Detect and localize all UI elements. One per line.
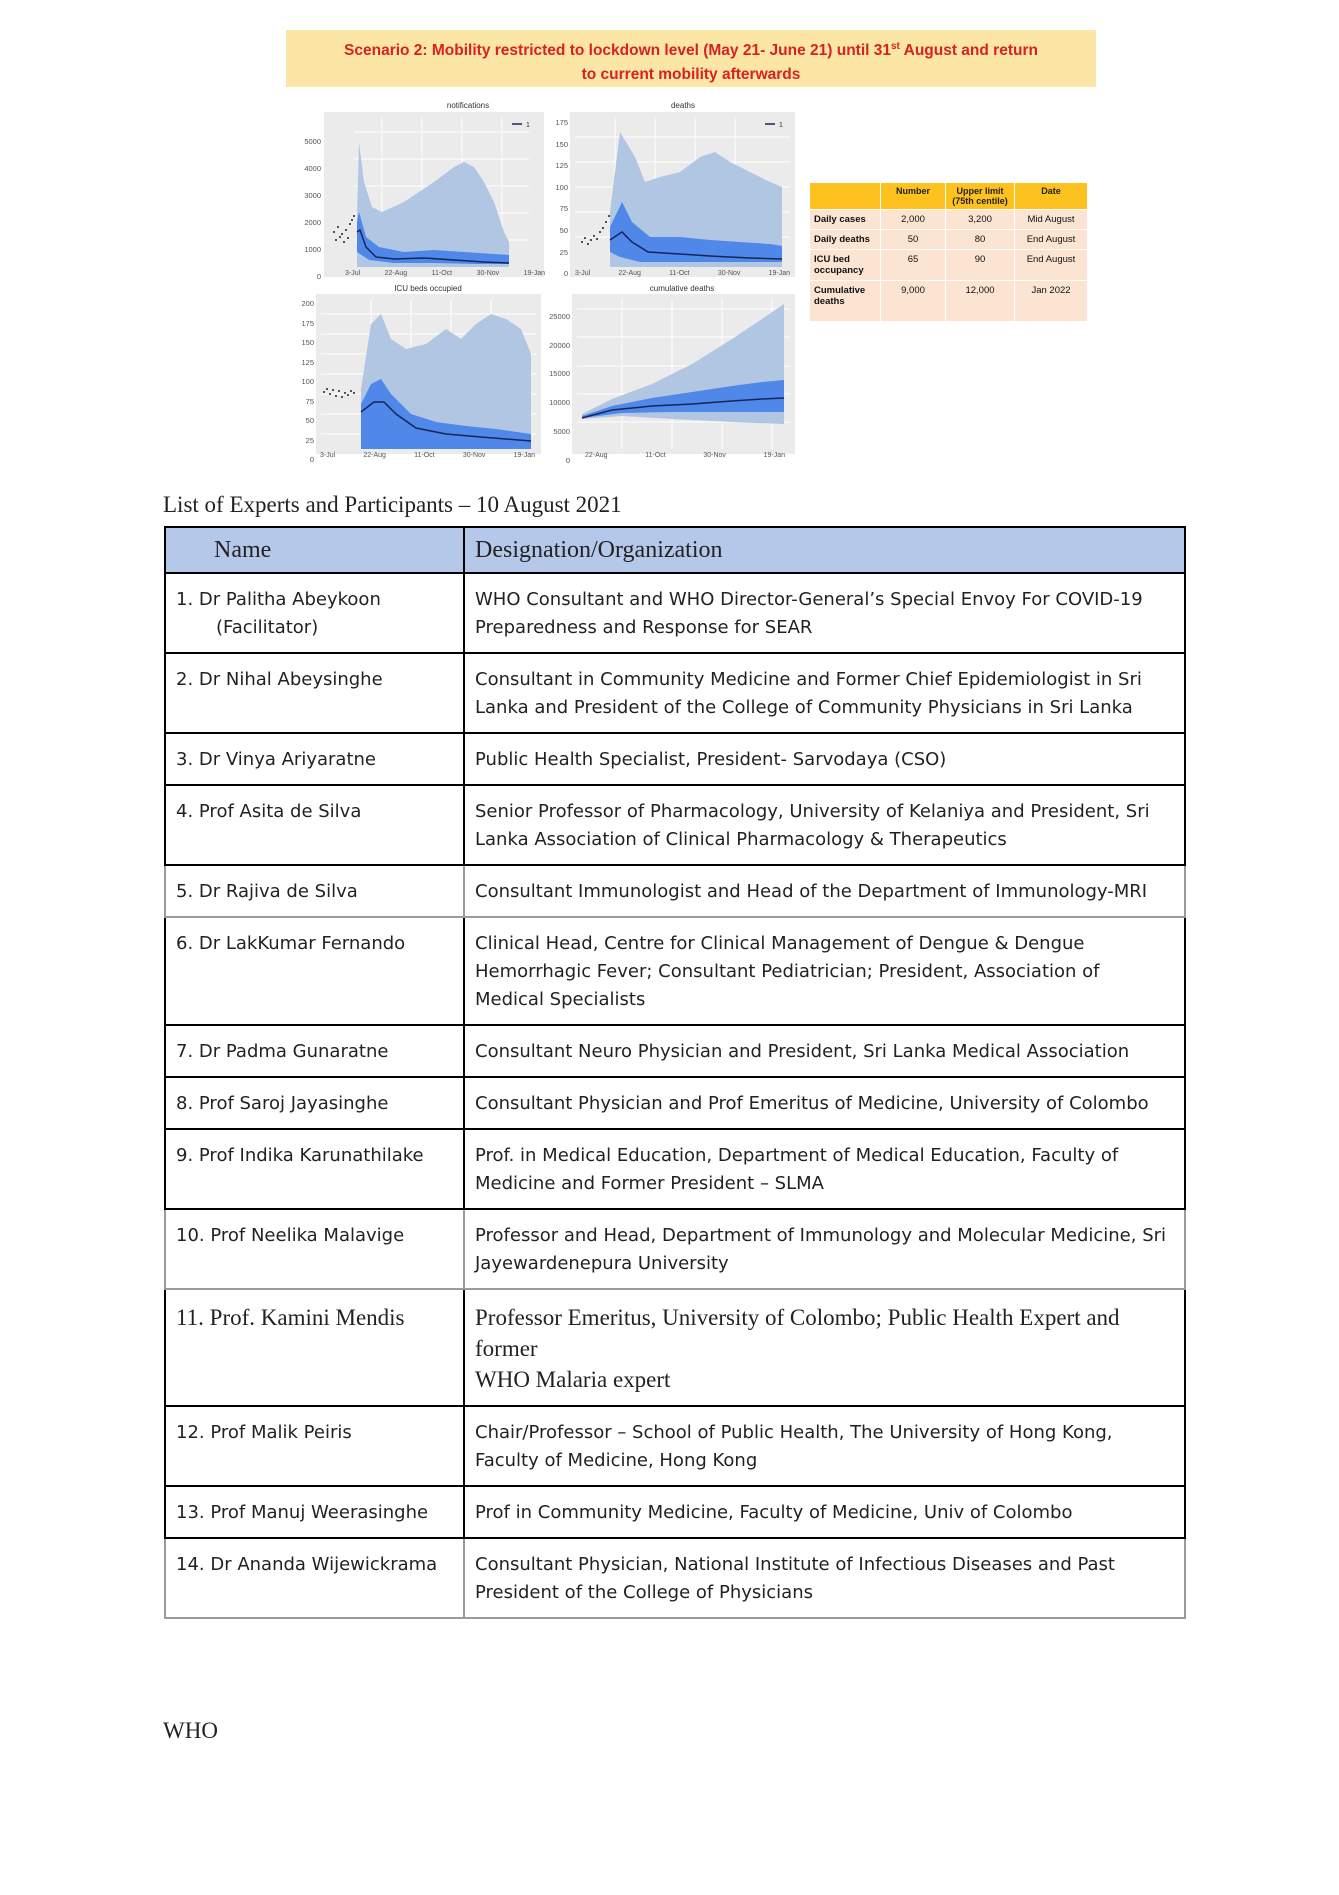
projection-summary-table <box>810 183 1088 321</box>
summary-header-cell: Upper limit (75th centile) <box>946 183 1015 210</box>
expert-name: 9. Prof Indika Karunathilake <box>165 1129 464 1209</box>
notifications-chart-title: notifications <box>446 101 490 110</box>
expert-name: 7. Dr Padma Gunaratne <box>165 1025 464 1077</box>
table-row <box>165 1129 1185 1209</box>
expert-designation: Prof in Community Medicine, Faculty of Medicine, Univ of Colombo <box>464 1486 1185 1538</box>
expert-designation: Consultant Immunologist and Head of the Department of Immunology-MRI <box>464 865 1185 917</box>
summary-cell: Daily deaths <box>810 230 881 250</box>
summary-header-cell <box>810 183 881 210</box>
table-row <box>165 573 1185 653</box>
cumulative-y-ticks: 25000 20000 15000 10000 5000 0 <box>549 312 570 465</box>
summary-header-row <box>810 183 1088 210</box>
header-name: Name <box>165 527 464 573</box>
summary-cell: End August <box>1015 230 1088 250</box>
expert-designation: Senior Professor of Pharmacology, University of Kelaniya and President, Sri Lanka Association of Clinical Pharmacology & Therapeutics <box>464 785 1185 865</box>
list-heading: List of Experts and Participants – 10 August 2021 <box>163 492 622 517</box>
summary-cell: 50 <box>881 230 946 250</box>
summary-cell: 65 <box>881 250 946 281</box>
expert-name: 8. Prof Saroj Jayasinghe <box>165 1077 464 1129</box>
deaths-x-ticks: 3-Jul 22-Aug 11-Oct 30-Nov 19-Jan <box>575 270 790 277</box>
deaths-y-ticks: 175 150 125 100 75 50 25 0 <box>555 118 568 279</box>
expert-designation: Professor and Head, Department of Immunology and Molecular Medicine, Sri Jayewardenepura University <box>464 1209 1185 1289</box>
expert-designation: Chair/Professor – School of Public Health, The University of Hong Kong, Faculty of Medicine, Hong Kong <box>464 1406 1185 1486</box>
summary-cell: 2,000 <box>881 210 946 230</box>
header-designation: Designation/Organization <box>464 527 1185 573</box>
summary-row <box>810 230 1088 250</box>
icu-chart-title: ICU beds occupied <box>394 284 462 293</box>
table-row <box>165 865 1185 917</box>
expert-name: 1. Dr Palitha Abeykoon (Facilitator) <box>165 573 464 653</box>
deaths-chart-title: deaths <box>670 101 696 110</box>
summary-cell: 12,000 <box>946 281 1015 322</box>
table-row <box>165 1077 1185 1129</box>
expert-designation: Consultant Neuro Physician and President, Sri Lanka Medical Association <box>464 1025 1185 1077</box>
summary-cell: Daily cases <box>810 210 881 230</box>
expert-name: 4. Prof Asita de Silva <box>165 785 464 865</box>
banner-line-2: to current mobility afterwards <box>581 66 801 84</box>
expert-name: 14. Dr Ananda Wijewickrama <box>165 1538 464 1618</box>
experts-table <box>164 526 1186 1619</box>
experts-header-row <box>165 527 1185 573</box>
table-row <box>165 733 1185 785</box>
expert-name: 6. Dr LakKumar Fernando <box>165 917 464 1025</box>
summary-cell: ICU bed occupancy <box>810 250 881 281</box>
summary-row <box>810 250 1088 281</box>
cumulative-chart-title: cumulative deaths <box>649 284 715 293</box>
table-row <box>165 785 1185 865</box>
expert-designation: Consultant in Community Medicine and Former Chief Epidemiologist in Sri Lanka and President of the College of Community Physicians in Sri Lanka <box>464 653 1185 733</box>
table-row <box>165 1486 1185 1538</box>
notifications-chart <box>324 112 544 277</box>
table-row <box>165 1209 1185 1289</box>
summary-cell: 9,000 <box>881 281 946 322</box>
table-row <box>165 1406 1185 1486</box>
deaths-chart <box>570 112 795 277</box>
expert-name: 5. Dr Rajiva de Silva <box>165 865 464 917</box>
summary-cell: Jan 2022 <box>1015 281 1088 322</box>
summary-cell: 3,200 <box>946 210 1015 230</box>
expert-designation: Consultant Physician and Prof Emeritus of Medicine, University of Colombo <box>464 1077 1185 1129</box>
expert-name: 10. Prof Neelika Malavige <box>165 1209 464 1289</box>
table-row <box>165 917 1185 1025</box>
summary-row <box>810 210 1088 230</box>
notifications-x-ticks: 3-Jul 22-Aug 11-Oct 30-Nov 19-Jan <box>345 270 545 277</box>
table-row <box>165 1289 1185 1406</box>
expert-name: 11. Prof. Kamini Mendis <box>165 1289 464 1406</box>
scenario-banner <box>286 30 1096 87</box>
expert-designation: Clinical Head, Centre for Clinical Management of Dengue & Dengue Hemorrhagic Fever; Consultant Pediatrician; President, Association of Medical Specialists <box>464 917 1185 1025</box>
banner-line-1: Scenario 2: Mobility restricted to lockdown level (May 21- June 21) until 31st August and return <box>344 41 1038 60</box>
summary-cell: 80 <box>946 230 1015 250</box>
expert-designation: Prof. in Medical Education, Department of Medical Education, Faculty of Medicine and Former President – SLMA <box>464 1129 1185 1209</box>
notifications-y-ticks: 5000 4000 3000 2000 1000 0 <box>304 137 321 281</box>
expert-designation: Professor Emeritus, University of Colombo; Public Health Expert and former WHO Malaria expert <box>464 1289 1185 1406</box>
expert-name: 13. Prof Manuj Weerasinghe <box>165 1486 464 1538</box>
summary-cell: Mid August <box>1015 210 1088 230</box>
table-row <box>165 653 1185 733</box>
icu-chart <box>316 294 541 454</box>
icu-y-ticks: 200 175 150 125 100 75 50 25 0 <box>301 299 314 464</box>
footer-text: WHO <box>163 1718 218 1743</box>
summary-cell: 90 <box>946 250 1015 281</box>
summary-cell: End August <box>1015 250 1088 281</box>
svg-text:1: 1 <box>779 122 783 129</box>
summary-cell: Cumulative deaths <box>810 281 881 322</box>
expert-name: 3. Dr Vinya Ariyaratne <box>165 733 464 785</box>
cumulative-x-ticks: 22-Aug 11-Oct 30-Nov 19-Jan <box>585 452 785 459</box>
expert-designation: WHO Consultant and WHO Director-General’s Special Envoy For COVID-19 Preparedness and Response for SEAR <box>464 573 1185 653</box>
summary-header-cell: Date <box>1015 183 1088 210</box>
icu-x-ticks: 3-Jul 22-Aug 11-Oct 30-Nov 19-Jan <box>320 452 535 459</box>
summary-row <box>810 281 1088 322</box>
expert-name: 2. Dr Nihal Abeysinghe <box>165 653 464 733</box>
expert-designation: Public Health Specialist, President- Sarvodaya (CSO) <box>464 733 1185 785</box>
table-row <box>165 1538 1185 1618</box>
table-row <box>165 1025 1185 1077</box>
summary-header-cell: Number <box>881 183 946 210</box>
svg-text:1: 1 <box>526 122 530 129</box>
expert-designation: Consultant Physician, National Institute of Infectious Diseases and Past President of the College of Physicians <box>464 1538 1185 1618</box>
expert-name: 12. Prof Malik Peiris <box>165 1406 464 1486</box>
cumulative-chart <box>572 294 795 454</box>
